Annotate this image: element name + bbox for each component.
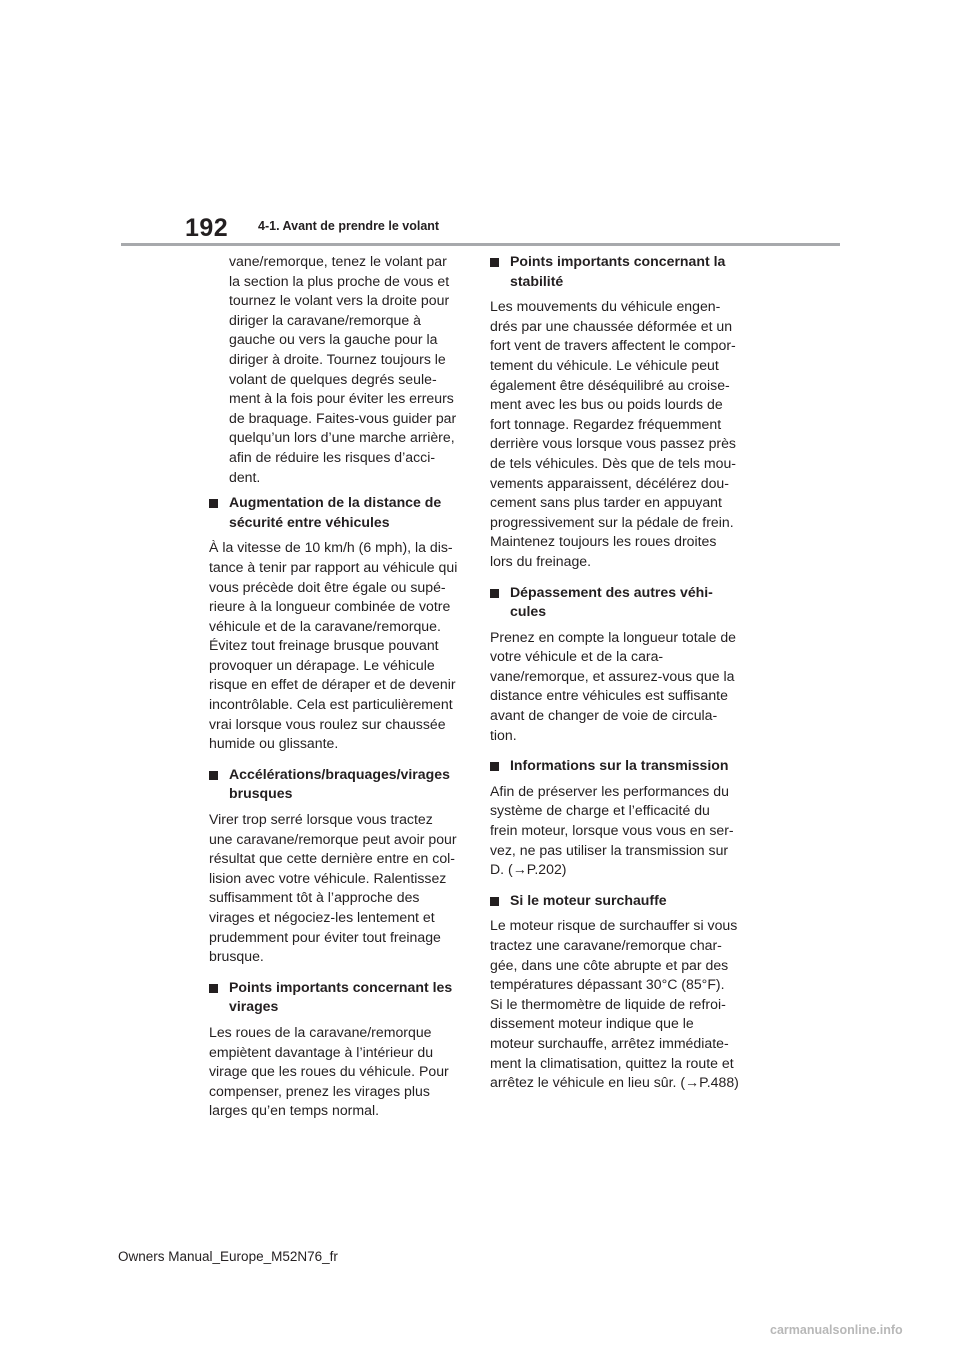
- section-heading: [209, 978, 465, 1017]
- square-bullet-icon: [209, 499, 218, 508]
- text-line: tournez le volant vers la droite pour: [229, 292, 450, 309]
- left-column: [209, 252, 465, 1132]
- text-line: virages et négociez-les lentement et: [209, 909, 435, 925]
- square-bullet-icon: [209, 771, 218, 780]
- page-number: 192: [185, 214, 229, 242]
- text-line: cement sans plus tarder en appuyant: [490, 494, 722, 511]
- text-line: afin de réduire les risques d’acci-: [229, 448, 436, 465]
- text-line: Informations sur la transmission: [510, 757, 729, 774]
- text-line: vements apparaissent, décélérez dou-: [490, 474, 729, 491]
- text-line: prudemment pour éviter tout freinage: [209, 928, 441, 945]
- text-line: Évitez tout freinage brusque pouvant: [209, 637, 439, 654]
- text-line: cules: [510, 603, 547, 620]
- text-line: stabilité: [510, 272, 564, 289]
- text-line: tement du véhicule. Le véhicule peut: [490, 356, 719, 373]
- text-line: Points importants concernant les: [229, 978, 453, 995]
- text-line: vane/remorque, tenez le volant par: [229, 253, 447, 269]
- text-line: Virer trop serré lorsque vous tractez: [209, 811, 433, 828]
- text-line: ment avec les bus ou poids lourds de: [490, 396, 723, 413]
- text-line: lors du freinage.: [490, 552, 592, 569]
- section-body: [490, 782, 752, 880]
- text-line: risque en effet de déraper et de devenir: [209, 676, 456, 693]
- footer-doc-name: Owners Manual_Europe_M52N76_fr: [118, 1249, 338, 1264]
- text-line: tance à tenir par rapport au véhicule qui: [209, 558, 458, 575]
- text-line: arrêtez le véhicule en lieu sûr. (→P.488): [490, 1074, 739, 1091]
- text-line: vane/remorque, et assurez-vous que la: [490, 667, 735, 684]
- right-sections: [490, 252, 752, 1093]
- text-line: moteur surchauffe, arrêtez immédiate-: [490, 1034, 729, 1051]
- text-line: résultat que cette dernière entre en col-: [209, 850, 456, 867]
- text-line: fort tonnage. Regardez fréquemment: [490, 415, 722, 432]
- text-line: gée, dans une côte abrupte et par des: [490, 956, 729, 973]
- header-divider: [121, 243, 840, 246]
- text-line: également être déséquilibré au croise-: [490, 376, 730, 393]
- text-line: diriger la caravane/remorque à: [229, 311, 421, 328]
- text-line: Les roues de la caravane/remorque: [209, 1023, 432, 1040]
- right-column: [490, 252, 752, 1104]
- text-line: virage que les roues du véhicule. Pour: [209, 1063, 449, 1080]
- section-body: [209, 1023, 465, 1121]
- text-line: Si le thermomètre de liquide de refroi-: [490, 995, 726, 1012]
- text-line: drés par une chaussée déformée et un: [490, 317, 733, 334]
- section-heading: [490, 891, 752, 911]
- text-line: suffisamment tôt à l’approche des: [209, 889, 420, 906]
- text-line: virages: [229, 998, 279, 1015]
- text-line: Augmentation de la distance de: [229, 494, 442, 511]
- section-heading: [209, 493, 465, 532]
- text-line: Afin de préserver les performances du: [490, 782, 729, 799]
- text-line: quelqu’un lors d’une marche arrière,: [229, 429, 455, 446]
- text-line: provoquer un dérapage. Le véhicule: [209, 656, 435, 673]
- section-heading: [209, 765, 465, 804]
- text-line: de braquage. Faites-vous guider par: [229, 409, 457, 426]
- section-body: [209, 538, 465, 754]
- text-line: système de charge et l’efficacité du: [490, 802, 710, 819]
- text-line: véhicule et de la caravane/remorque.: [209, 617, 441, 634]
- left-sections: [209, 493, 465, 1121]
- text-line: tion.: [490, 726, 517, 743]
- square-bullet-icon: [490, 258, 499, 267]
- text-line: rieure à la longueur combinée de votre: [209, 598, 451, 615]
- section-body: [490, 628, 752, 746]
- text-line: températures dépassant 30°C (85°F).: [490, 976, 725, 993]
- text-line: incontrôlable. Cela est particulièrement: [209, 696, 453, 713]
- text-line: derrière vous lorsque vous passez près: [490, 435, 736, 452]
- section-heading: [490, 583, 752, 622]
- text-line: sécurité entre véhicules: [229, 513, 390, 530]
- text-line: une caravane/remorque peut avoir pour: [209, 830, 457, 847]
- text-line: dent.: [229, 468, 261, 485]
- section-heading: [490, 252, 752, 291]
- text-line: avant de changer de voie de circula-: [490, 707, 718, 724]
- text-line: Les mouvements du véhicule engen-: [490, 298, 721, 315]
- text-line: de tels véhicules. Dès que de tels mou-: [490, 454, 736, 471]
- text-line: distance entre véhicules est suffisante: [490, 687, 728, 704]
- text-line: D. (→P.202): [490, 861, 567, 878]
- text-line: À la vitesse de 10 km/h (6 mph), la dis-: [209, 539, 453, 556]
- continuation-paragraph: [229, 252, 465, 487]
- section-heading: [490, 756, 752, 776]
- text-line: vous précède doit être égale ou supé-: [209, 578, 446, 595]
- text-line: empiètent davantage à l’intérieur du: [209, 1043, 434, 1060]
- text-line: Maintenez toujours les roues droites: [490, 533, 717, 550]
- text-line: gauche ou vers la gauche pour la: [229, 331, 438, 348]
- text-line: vez, ne pas utiliser la transmission sur: [490, 841, 729, 858]
- watermark[interactable]: carmanualsonline.info: [770, 1323, 903, 1337]
- text-line: larges qu’en temps normal.: [209, 1102, 379, 1119]
- square-bullet-icon: [209, 984, 218, 993]
- section-body: [209, 810, 465, 967]
- text-line: brusques: [229, 785, 293, 802]
- section-title: 4-1. Avant de prendre le volant: [258, 219, 440, 233]
- text-line: vrai lorsque vous roulez sur chaussée: [209, 715, 446, 732]
- text-line: la section la plus proche de vous et: [229, 272, 450, 289]
- text-line: fort vent de travers affectent le compor-: [490, 337, 736, 354]
- square-bullet-icon: [490, 897, 499, 906]
- text-line: Dépassement des autres véhi-: [510, 583, 713, 600]
- text-line: humide ou glissante.: [209, 735, 339, 752]
- text-line: diriger à droite. Tournez toujours le: [229, 350, 446, 367]
- text-line: tractez une caravane/remorque char-: [490, 937, 722, 953]
- text-line: compenser, prenez les virages plus: [209, 1082, 430, 1099]
- text-line: Points importants concernant la: [510, 253, 726, 269]
- text-line: Si le moteur surchauffe: [510, 891, 667, 908]
- text-line: Le moteur risque de surchauffer si vous: [490, 917, 738, 934]
- text-line: votre véhicule et de la cara-: [490, 648, 664, 665]
- square-bullet-icon: [490, 762, 499, 771]
- text-line: progressivement sur la pédale de frein.: [490, 513, 734, 530]
- text-line: volant de quelques degrés seule-: [229, 370, 437, 387]
- text-line: ment à la fois pour éviter les erreurs: [229, 390, 454, 407]
- square-bullet-icon: [490, 589, 499, 598]
- text-line: brusque.: [209, 948, 264, 965]
- text-line: Accélérations/braquages/virages: [229, 765, 450, 782]
- text-line: frein moteur, lorsque vous vous en ser-: [490, 822, 734, 839]
- text-line: ment la climatisation, quittez la route et: [490, 1054, 734, 1071]
- text-line: dissement moteur indique que le: [490, 1015, 694, 1032]
- text-line: Prenez en compte la longueur totale de: [490, 628, 737, 645]
- section-body: [490, 916, 752, 1092]
- section-body: [490, 297, 752, 571]
- text-line: lision avec votre véhicule. Ralentissez: [209, 869, 447, 886]
